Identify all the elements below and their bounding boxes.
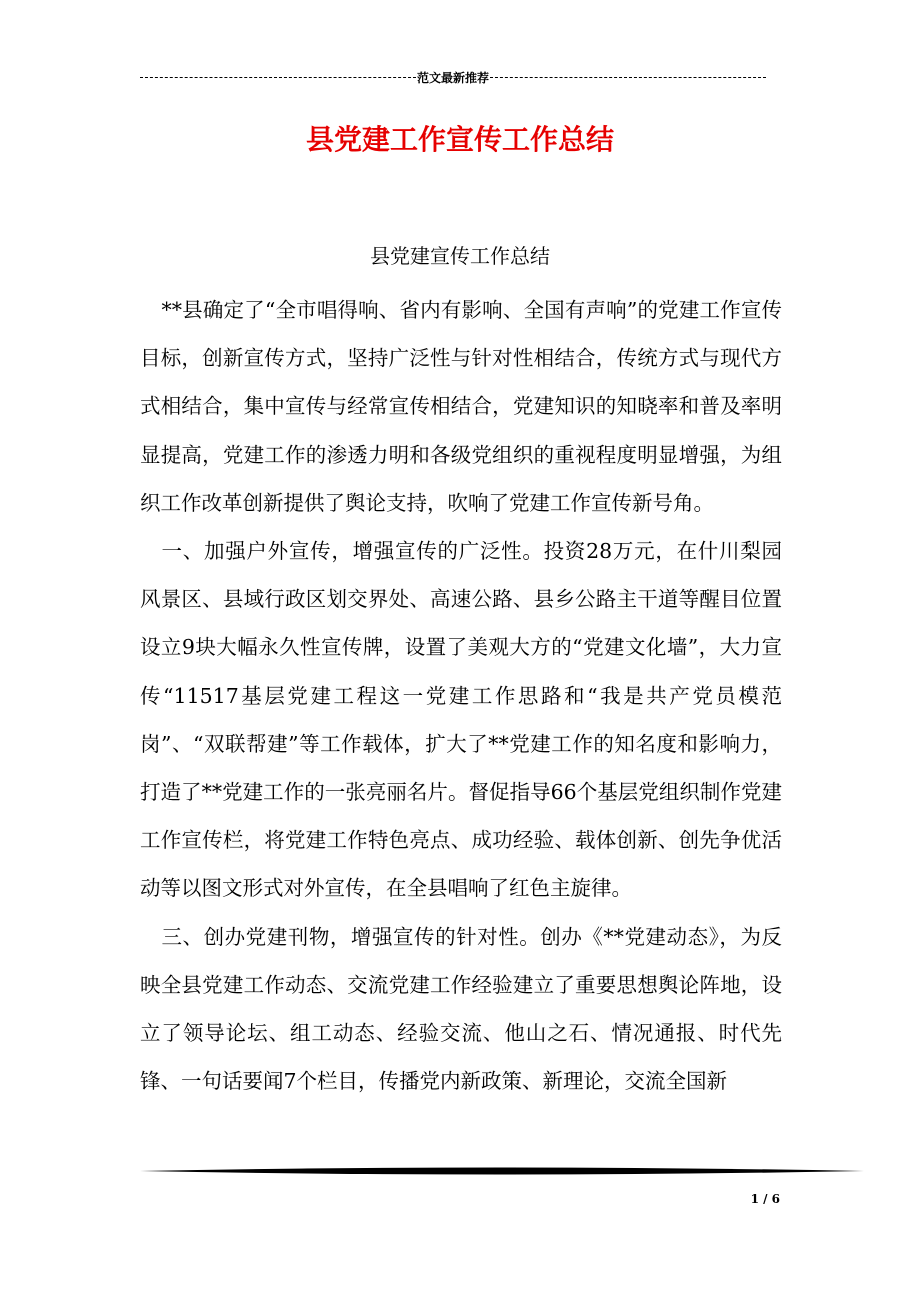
paragraph-party-publication: 三、创办党建刊物，增强宣传的针对性。创办《**党建动态》，为反映全县党建工作动态、交流党建工作经验建立了重要思想舆论阵地，设立了领导论坛、组工动态、经验交流、他山之石、情况通报、时代先锋、一句话要闻7个栏目，传播党内新政策、新理论，交流全国新 bbox=[140, 924, 782, 1094]
document-subtitle: 县党建宣传工作总结 bbox=[370, 244, 550, 268]
header-dash-right bbox=[490, 77, 766, 78]
document-title: 县党建工作宣传工作总结 bbox=[305, 123, 614, 156]
page-header bbox=[140, 68, 766, 86]
footer-rule bbox=[140, 1164, 864, 1178]
paragraph-outdoor-publicity: 一、加强户外宣传，增强宣传的广泛性。投资28万元，在什川梨园风景区、县域行政区划交界处、高速公路、县乡公路主干道等醒目位置设立9块大幅永久性宣传牌，设置了美观大方的“党建文化墙”，大力宣传“11517基层党建工程这一党建工作思路和“我是共产党员模范岗”、“双联帮建”等工作载体，扩大了**党建工作的知名度和影响力，打造了**党建工作的一张亮丽名片。督促指导66个基层党组织制作党建工作宣传栏，将党建工作特色亮点、成功经验、载体创新、创先争优活动等以图文形式对外宣传，在全县唱响了红色主旋律。 bbox=[140, 539, 782, 901]
document-body bbox=[140, 286, 782, 1105]
header-dash-left bbox=[140, 77, 416, 78]
paragraph-intro: **县确定了“全市唱得响、省内有影响、全国有声响”的党建工作宣传目标，创新宣传方式，坚持广泛性与针对性相结合，传统方式与现代方式相结合，集中宣传与经常宣传相结合，党建知识的知晓率和普及率明显提高，党建工作的渗透力明和各级党组织的重视程度明显增强，为组织工作改革创新提供了舆论支持，吹响了党建工作宣传新号角。 bbox=[140, 298, 782, 515]
page-number: 1 / 6 bbox=[750, 1192, 780, 1206]
header-label: 范文最新推荐 bbox=[417, 70, 490, 85]
